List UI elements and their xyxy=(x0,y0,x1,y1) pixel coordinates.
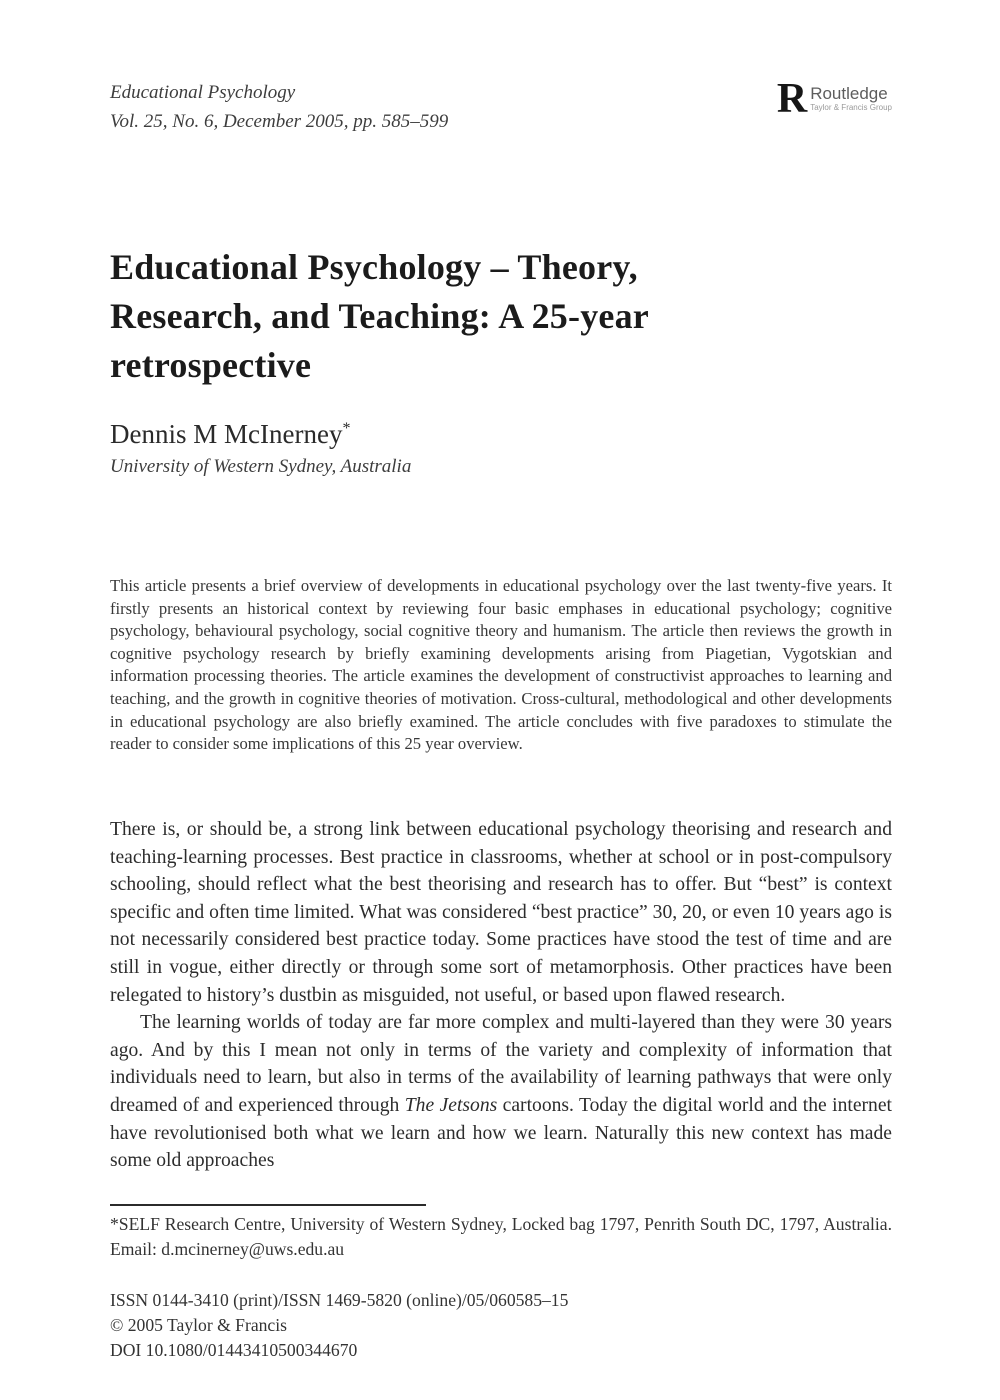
footnote-rule xyxy=(110,1204,426,1206)
footnote: *SELF Research Centre, University of Western Sydney, Locked bag 1797, Penrith South DC, 1797, Australia. Email: d.mcinerney@uws.edu.au xyxy=(110,1214,892,1259)
routledge-r-icon: R xyxy=(776,76,806,122)
publication-info xyxy=(110,1288,892,1363)
doi-line: DOI 10.1080/01443410500344670 xyxy=(110,1340,358,1360)
paragraph2-text-before: The learning worlds of today are far more complex and multi-layered than they were 30 years ago. And by this I mean not only in terms of the variety and complexity of information that individuals need to learn, but also in terms of the availability of learning pathways that were only dreamed of and experienced through xyxy=(110,1012,892,1116)
article-title xyxy=(110,243,910,390)
title-line-3: retrospective xyxy=(110,345,312,385)
article-body xyxy=(110,816,892,1175)
journal-header xyxy=(110,78,892,136)
issue-info: Vol. 25, No. 6, December 2005, pp. 585–599 xyxy=(110,111,449,132)
title-line-1: Educational Psychology – Theory, xyxy=(110,247,638,287)
routledge-logo xyxy=(776,76,892,122)
paragraph2-text-after: cartoons. Today the digital world and the internet have revolutionised both what we learn and how we learn. Naturally this new context has made some old approaches xyxy=(110,1094,892,1172)
journal-issue-info xyxy=(110,78,448,136)
publisher-tagline: Taylor & Francis Group xyxy=(810,103,892,112)
author-block xyxy=(110,418,890,480)
routledge-logo-text xyxy=(810,82,892,113)
author-affiliation: University of Western Sydney, Australia xyxy=(110,456,412,477)
body-paragraph-1: There is, or should be, a strong link between educational psychology theorising and research and teaching-learning processes. Best practice in classrooms, whether at school or in post-compulsory schooling, should reflect what the best theorising and research has to offer. But “best” is context specific and often time limited. What was considered “best practice” 30, 20, or even 10 years ago is not necessarily considered best practice today. Some practices have stood the test of time and are still in vogue, either directly or through some sort of metamorphosis. Other practices have been relegated to history’s dustbin as misguided, not useful, or based upon flawed research. xyxy=(110,819,892,1006)
publisher-name: Routledge xyxy=(810,84,888,103)
title-line-2: Research, and Teaching: A 25-year xyxy=(110,296,649,336)
body-paragraph-2 xyxy=(110,1009,892,1175)
author-name-text: Dennis M McInerney xyxy=(110,419,343,449)
copyright-line: © 2005 Taylor & Francis xyxy=(110,1315,287,1335)
paragraph2-italic-phrase: The Jetsons xyxy=(404,1094,498,1116)
issn-line: ISSN 0144-3410 (print)/ISSN 1469-5820 (online)/05/060585–15 xyxy=(110,1290,569,1310)
abstract: This article presents a brief overview of developments in educational psychology over the last twenty-five years. It firstly presents an historical context by reviewing four basic emphases in educational psychology; cognitive psychology, behavioural psychology, social cognitive theory and humanism. The article then reviews the growth in cognitive psychology research by briefly examining developments arising from Piagetian, Vygotskian and information processing theories. The article examines the development of constructivist approaches to learning and teaching, and the growth in cognitive theories of motivation. Cross-cultural, methodological and other developments in educational psychology are also briefly examined. The article concludes with five paradoxes to stimulate the reader to consider some implications of this 25 year overview. xyxy=(110,576,892,754)
author-footnote-marker: * xyxy=(342,420,351,437)
journal-name: Educational Psychology xyxy=(110,82,296,103)
author-name xyxy=(110,418,890,450)
